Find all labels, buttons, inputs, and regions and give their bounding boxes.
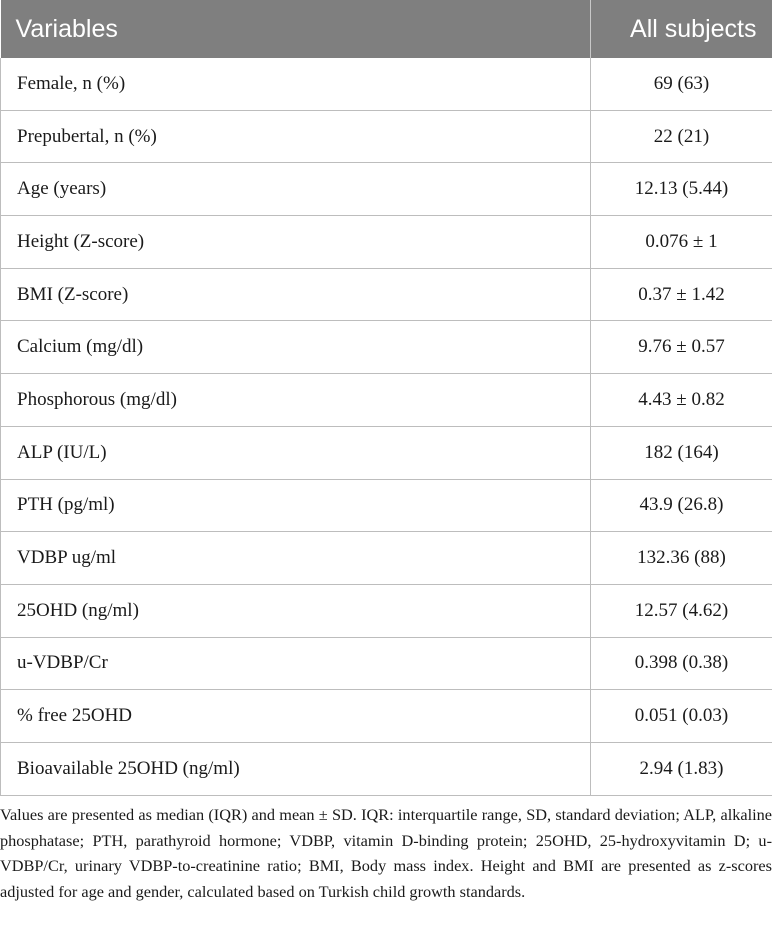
table-row (1, 110, 772, 163)
value-cell: 12.57 (4.62) (591, 584, 772, 637)
header-all-subjects: All subjects (591, 0, 772, 58)
value-cell: 9.76 ± 0.57 (591, 321, 772, 374)
variable-cell: ALP (IU/L) (1, 426, 591, 479)
table-row (1, 58, 772, 110)
table-row (1, 584, 772, 637)
table-row (1, 532, 772, 585)
variable-cell: PTH (pg/ml) (1, 479, 591, 532)
table-body (1, 58, 772, 795)
header-variables: Variables (1, 0, 591, 58)
value-cell: 4.43 ± 0.82 (591, 374, 772, 427)
table-row (1, 742, 772, 795)
table-row (1, 426, 772, 479)
value-cell: 43.9 (26.8) (591, 479, 772, 532)
table-row (1, 268, 772, 321)
table-row (1, 216, 772, 269)
value-cell: 0.076 ± 1 (591, 216, 772, 269)
table-row (1, 637, 772, 690)
value-cell: 69 (63) (591, 58, 772, 110)
value-cell: 12.13 (5.44) (591, 163, 772, 216)
value-cell: 0.051 (0.03) (591, 690, 772, 743)
variable-cell: % free 25OHD (1, 690, 591, 743)
variable-cell: Phosphorous (mg/dl) (1, 374, 591, 427)
header-row (1, 0, 772, 58)
table-row (1, 321, 772, 374)
value-cell: 2.94 (1.83) (591, 742, 772, 795)
table-footnote: Values are presented as median (IQR) and mean ± SD. IQR: interquartile range, SD, standard deviation; ALP, alkaline phosphatase; PTH, parathyroid hormone; VDBP, vitamin D-binding protein; 25OHD, 25-hydroxyvitamin D; u-VDBP/Cr, urinary VDBP-to-creatinine ratio; BMI, Body mass index. Height and BMI are presented as z-scores adjusted for age and gender, calculated based on Turkish child growth standards. (0, 805, 772, 901)
table-row (1, 479, 772, 532)
table-row (1, 163, 772, 216)
value-cell: 22 (21) (591, 110, 772, 163)
variable-cell: VDBP ug/ml (1, 532, 591, 585)
variable-cell: BMI (Z-score) (1, 268, 591, 321)
value-cell: 182 (164) (591, 426, 772, 479)
value-cell: 132.36 (88) (591, 532, 772, 585)
variable-cell: Prepubertal, n (%) (1, 110, 591, 163)
variable-cell: Age (years) (1, 163, 591, 216)
variable-cell: Bioavailable 25OHD (ng/ml) (1, 742, 591, 795)
variable-cell: 25OHD (ng/ml) (1, 584, 591, 637)
variable-cell: u-VDBP/Cr (1, 637, 591, 690)
variable-cell: Female, n (%) (1, 58, 591, 110)
value-cell: 0.398 (0.38) (591, 637, 772, 690)
table-header (1, 0, 772, 58)
table-row (1, 690, 772, 743)
value-cell: 0.37 ± 1.42 (591, 268, 772, 321)
variable-cell: Height (Z-score) (1, 216, 591, 269)
table-row (1, 374, 772, 427)
variable-cell: Calcium (mg/dl) (1, 321, 591, 374)
